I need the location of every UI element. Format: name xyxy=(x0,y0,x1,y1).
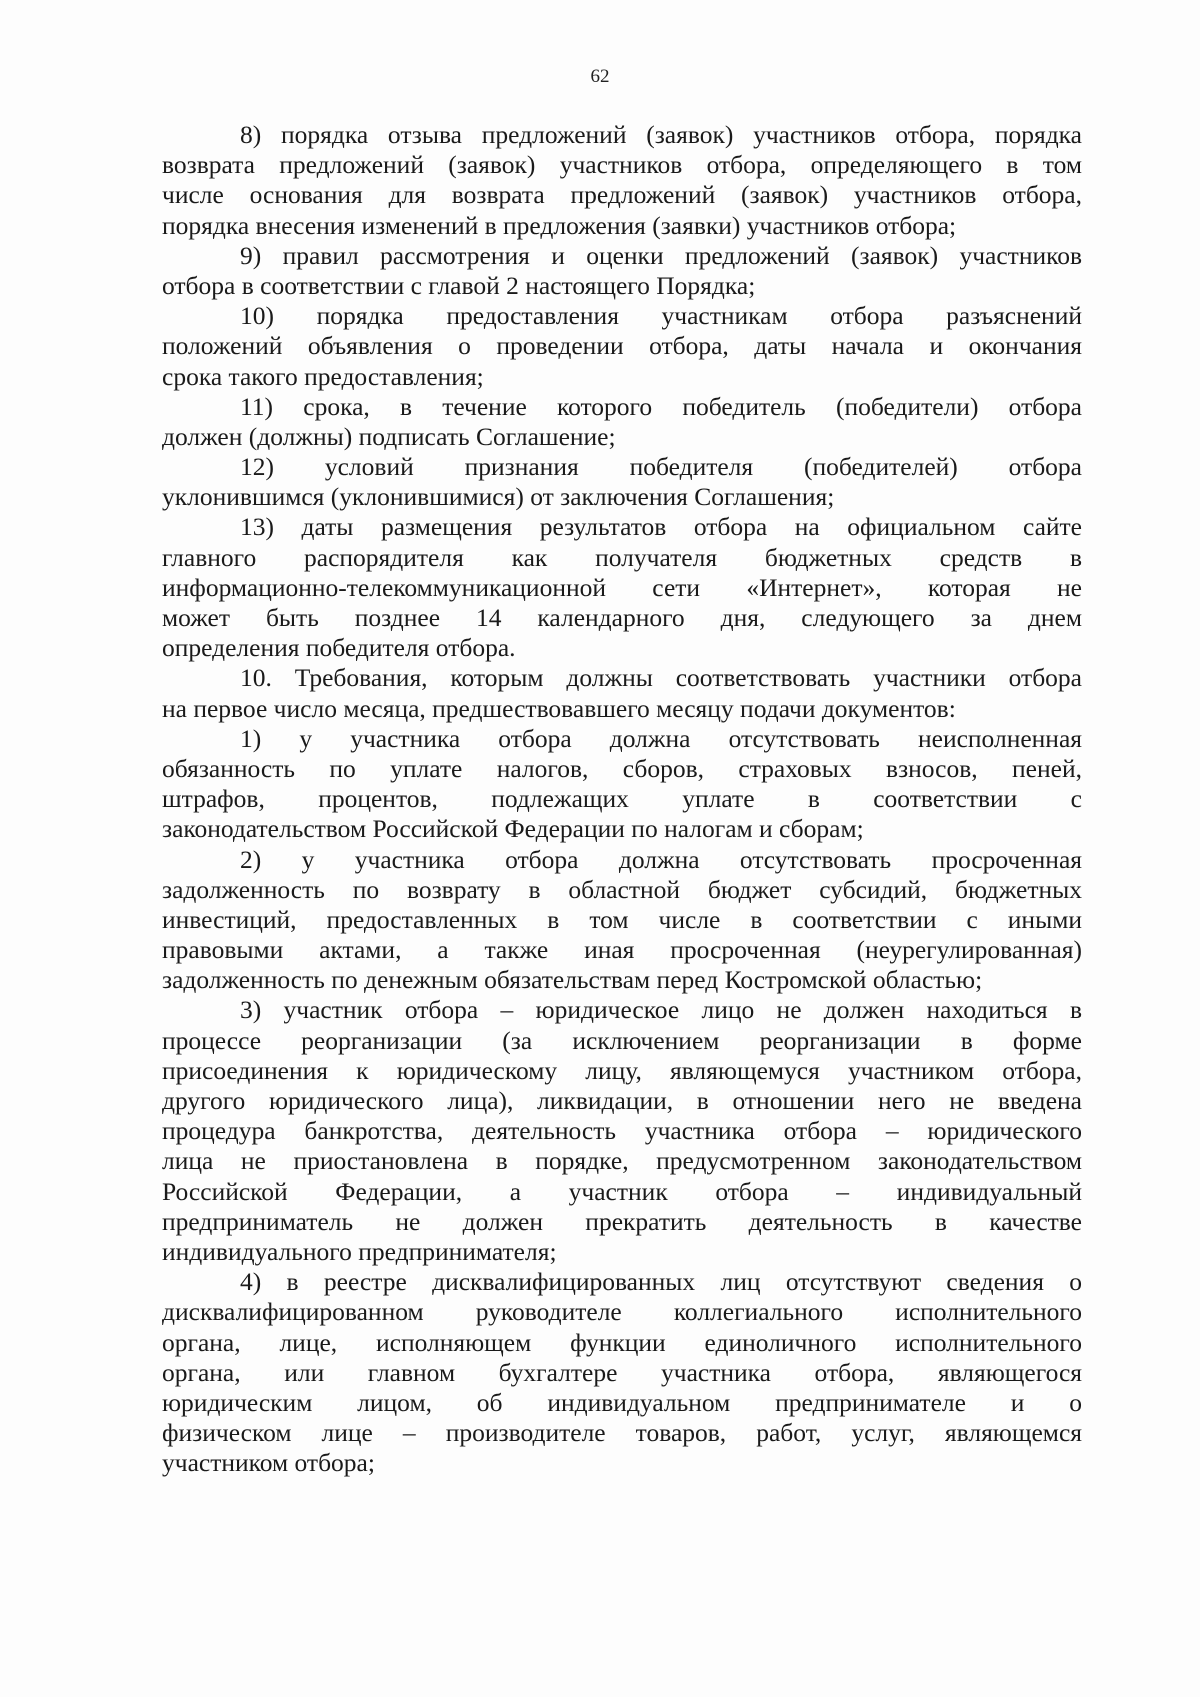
text-line: главного распорядителя как получателя бюджетных средств в xyxy=(162,542,1082,572)
text-line: штрафов, процентов, подлежащих уплате в соответствии с xyxy=(162,784,1082,814)
text-line: может быть позднее 14 календарного дня, следующего за днем xyxy=(162,603,1082,632)
text-line: процессе реорганизации (за исключением реорганизации в форме xyxy=(162,1025,1082,1055)
text-line: юридическим лицом, об индивидуальном предпринимателе и о xyxy=(162,1387,1082,1417)
text-line: лица не приостановлена в порядке, предусмотренном законодательством xyxy=(162,1146,1082,1176)
text-line: отбора в соответствии с главой 2 настоящего Порядка; xyxy=(162,270,756,300)
text-line: информационно-телекоммуникационной сети «Интернет», которая не xyxy=(162,572,1082,602)
text-line: 12) условий признания победителя (победителей) отбора xyxy=(240,452,1082,482)
text-line: органа, или главном бухгалтере участника отбора, являющегося xyxy=(162,1357,1082,1387)
text-line: на первое число месяца, предшествовавшего месяцу подачи документов: xyxy=(162,693,956,723)
text-line: возврата предложений (заявок) участников отбора, определяющего в том xyxy=(162,150,1082,180)
text-line: дисквалифицированном руководителе коллегиального исполнительного xyxy=(162,1297,1082,1327)
text-line: 13) даты размещения результатов отбора на официальном сайте xyxy=(240,512,1082,542)
text-line: другого юридического лица), ликвидации, в отношении него не введена xyxy=(162,1086,1082,1115)
text-line: 10) порядка предоставления участникам отбора разъяснений xyxy=(240,301,1082,331)
text-line: 2) у участника отбора должна отсутствовать просроченная xyxy=(240,844,1082,874)
text-line: задолженность по денежным обязательствам перед Костромской областью; xyxy=(162,965,983,995)
text-line: законодательством Российской Федерации по налогам и сборам; xyxy=(162,814,864,844)
text-line: уклонившимся (уклонившимися) от заключения Соглашения; xyxy=(162,482,835,512)
text-line: определения победителя отбора. xyxy=(162,633,516,663)
text-line: инвестиций, предоставленных в том числе в соответствии с иными xyxy=(162,904,1082,934)
text-line: числе основания для возврата предложений (заявок) участников отбора, xyxy=(162,180,1082,210)
page-number: 62 xyxy=(590,66,610,87)
text-line: 1) у участника отбора должна отсутствовать неисполненная xyxy=(240,723,1082,753)
text-line: физическом лице – производителе товаров, работ, услуг, являющемся xyxy=(162,1418,1082,1448)
text-line: 4) в реестре дисквалифицированных лиц отсутствуют сведения о xyxy=(240,1267,1082,1297)
text-line: индивидуального предпринимателя; xyxy=(162,1236,557,1266)
text-line: органа, лице, исполняющем функции единоличного исполнительного xyxy=(162,1327,1082,1357)
text-line: порядка внесения изменений в предложения (заявки) участников отбора; xyxy=(162,210,957,240)
text-line: Российской Федерации, а участник отбора – индивидуальный xyxy=(162,1176,1082,1206)
text-line: 8) порядка отзыва предложений (заявок) участников отбора, порядка xyxy=(240,120,1082,149)
text-line: 3) участник отбора – юридическое лицо не должен находиться в xyxy=(240,995,1082,1025)
text-line: задолженность по возврату в областной бюджет субсидий, бюджетных xyxy=(162,874,1082,904)
text-line: участником отбора; xyxy=(162,1448,375,1478)
text-line: правовыми актами, а также иная просроченная (неурегулированная) xyxy=(162,935,1082,965)
text-line: 10. Требования, которым должны соответствовать участники отбора xyxy=(240,663,1082,693)
text-line: срока такого предоставления; xyxy=(162,361,484,391)
text-line: 9) правил рассмотрения и оценки предложений (заявок) участников xyxy=(240,240,1082,270)
text-line: обязанность по уплате налогов, сборов, страховых взносов, пеней, xyxy=(162,753,1082,783)
text-line: присоединения к юридическому лицу, являющемуся участником отбора, xyxy=(162,1055,1082,1085)
text-line: положений объявления о проведении отбора, даты начала и окончания xyxy=(162,331,1082,361)
text-line: должен (должны) подписать Соглашение; xyxy=(162,421,616,451)
text-line: 11) срока, в течение которого победитель (победители) отбора xyxy=(240,391,1082,421)
text-line: процедура банкротства, деятельность участника отбора – юридического xyxy=(162,1116,1082,1146)
text-line: предприниматель не должен прекратить деятельность в качестве xyxy=(162,1206,1082,1236)
document-body xyxy=(162,120,1082,1478)
